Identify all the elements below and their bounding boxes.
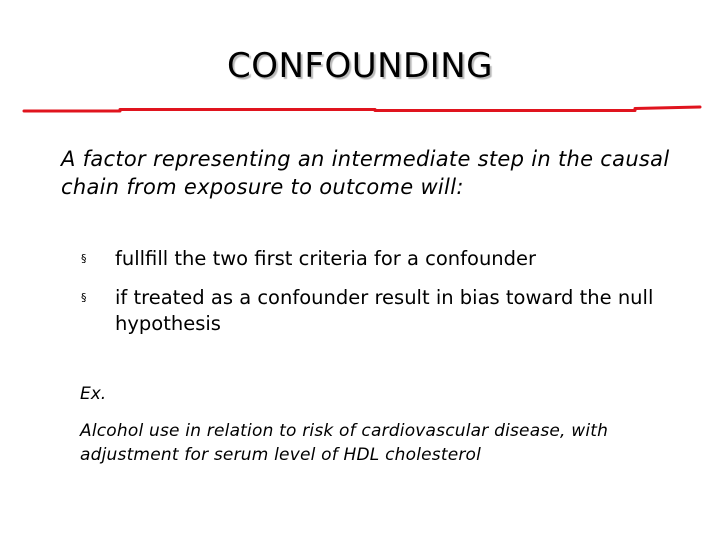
intro-text: A factor representing an intermediate step in the causal chain from exposure to outcome will:	[61, 147, 670, 199]
bullet-text: fullfill the two first criteria for a confounder	[115, 247, 537, 270]
bullet-text: if treated as a confounder result in bias toward the null hypothesis	[115, 286, 654, 335]
example-label: Ex.	[80, 384, 107, 404]
slide-title: CONFOUNDING	[226, 46, 494, 86]
bullet-marker-icon: §	[81, 252, 87, 265]
title-underline-stroke	[24, 107, 700, 111]
example-text: Alcohol use in relation to risk of cardiovascular disease, with adjustment for serum level of HDL cholesterol	[80, 421, 609, 465]
bullet-marker-icon: §	[81, 291, 87, 304]
